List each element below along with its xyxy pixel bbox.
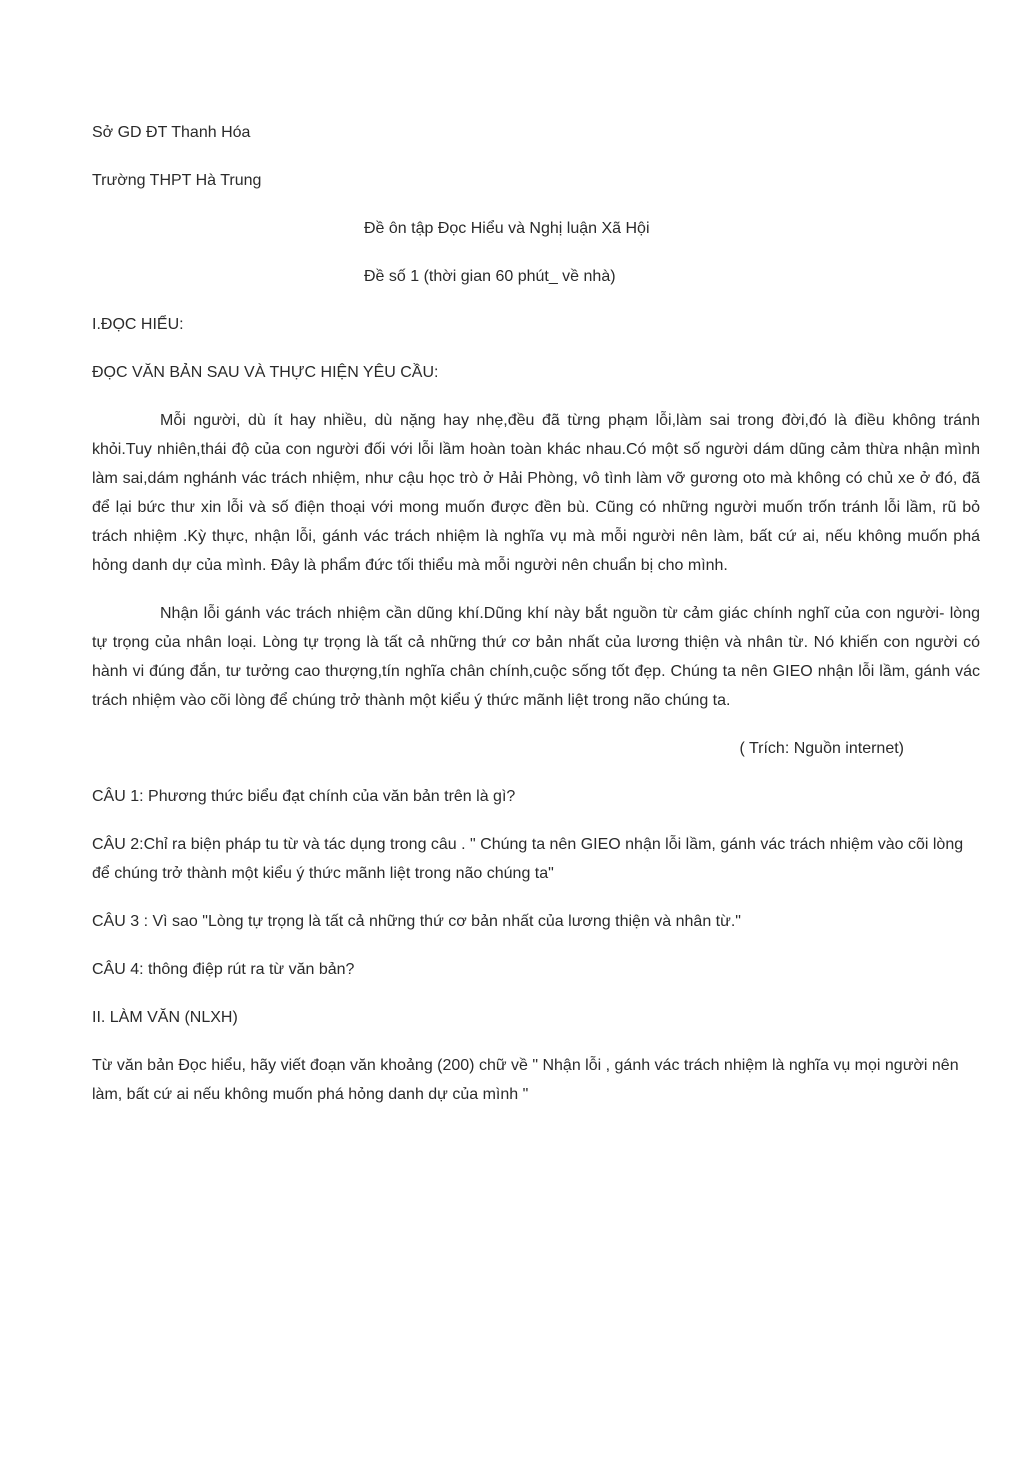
question-4: CÂU 4: thông điệp rút ra từ văn bản? [92,961,355,978]
reading-paragraph: Mỗi người, dù ít hay nhiều, dù nặng hay nhẹ,đều đã từng phạm lỗi,làm sai trong đời,đó là điều không tránh khỏi.Tuy nhiên,thái độ của con người đối với lỗi lầm hoàn toàn khác nhau.Có một số người dám dũng cảm thừa nhận mình làm sai,dám nghánh vác trách nhiệm, như cậu học trò ở Hải Phòng, vô tình làm vỡ gương oto mà không có chủ xe ở đó, đã để lại bức thư xin lỗi và số điện thoại với mong muốn được đền bù. Cũng có những người muốn trốn tránh lỗi lầm, rũ bỏ trách nhiệm .Kỳ thực, nhận lỗi, gánh vác trách nhiệm là nghĩa vụ mà mỗi người nên làm, bất cứ ai, nếu không muốn phá hỏng danh dự của mình. Đây là phẩm đức tối thiểu mà mỗi người nên chuẩn bị cho mình. [92,412,980,574]
reading-instruction: ĐỌC VĂN BẢN SAU VÀ THỰC HIỆN YÊU CẦU: [92,364,439,381]
school-name: Trường THPT Hà Trung [92,172,262,189]
exam-subtitle: Đề số 1 (thời gian 60 phút_ về nhà) [364,268,616,285]
source-citation: ( Trích: Nguồn internet) [739,740,904,757]
question-1: CÂU 1: Phương thức biểu đạt chính của văn bản trên là gì? [92,788,516,805]
department-name: Sở GD ĐT Thanh Hóa [92,124,251,141]
question-2: CÂU 2:Chỉ ra biện pháp tu từ và tác dụng trong câu . " Chúng ta nên GIEO nhận lỗi lầm, gánh vác trách nhiệm vào cõi lòng để chúng trở thành một kiểu ý thức mãnh liệt trong não chúng ta" [92,836,964,882]
section-writing-heading: II. LÀM VĂN (NLXH) [92,1009,238,1026]
section-reading-heading: I.ĐỌC HIỂU: [92,316,184,333]
reading-paragraph: Nhận lỗi gánh vác trách nhiệm cần dũng khí.Dũng khí này bắt nguồn từ cảm giác chính nghĩ của con người- lòng tự trọng của nhân loại. Lòng tự trọng là tất cả những thứ cơ bản nhất của lương thiện và nhân từ. Nó khiến con người có hành vi đúng đắn, tư tưởng cao thượng,tín nghĩa chân chính,cuộc sống tốt đẹp. Chúng ta nên GIEO nhận lỗi lầm, gánh vác trách nhiệm vào cõi lòng để chúng trở thành một kiểu ý thức mãnh liệt trong não chúng ta. [92,605,980,709]
question-3: CÂU 3 : Vì sao "Lòng tự trọng là tất cả những thứ cơ bản nhất của lương thiện và nhân từ." [92,913,741,930]
writing-prompt: Từ văn bản Đọc hiểu, hãy viết đoạn văn khoảng (200) chữ về " Nhận lỗi , gánh vác trách nhiệm là nghĩa vụ mọi người nên làm, bất cứ ai nếu không muốn phá hỏng danh dự của mình " [92,1057,959,1103]
exam-title: Đề ôn tập Đọc Hiểu và Nghị luận Xã Hội [364,220,650,237]
